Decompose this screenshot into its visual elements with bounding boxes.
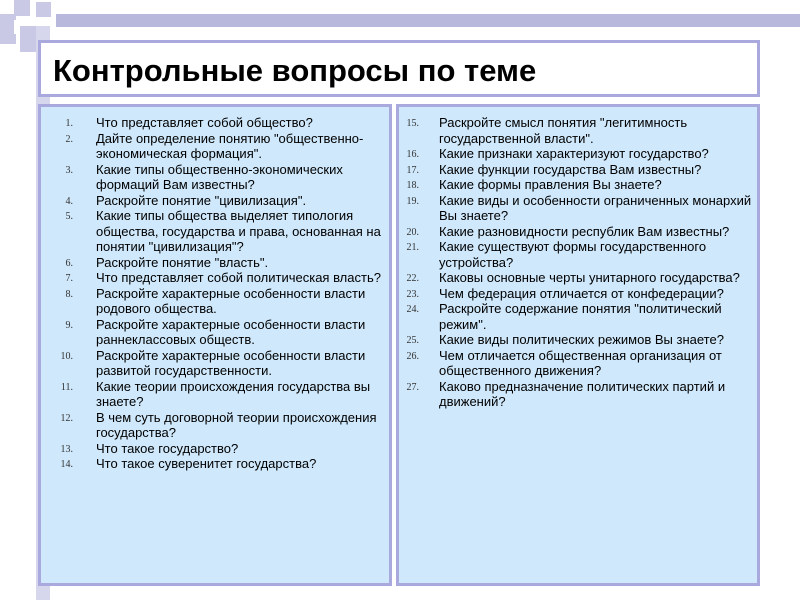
question-item: [399, 239, 757, 270]
question-number: 14.: [60, 459, 73, 470]
question-text: Какие формы правления Вы знаете?: [439, 177, 662, 192]
question-text: Каково предназначение политических партий и движений?: [439, 378, 726, 409]
question-number: 21.: [406, 242, 419, 253]
decor-square: [14, 0, 30, 16]
question-number: 3.: [65, 164, 73, 176]
question-text: Какие существуют формы государственного устройства?: [439, 239, 707, 270]
question-text: Раскройте характерные особенности власти раннеклассовых обществ.: [96, 316, 366, 347]
question-number: 20.: [406, 226, 419, 238]
questions-panel-right: [396, 104, 760, 586]
question-text: Какие функции государства Вам известны?: [439, 161, 702, 177]
question-text: Раскройте понятие "власть".: [96, 254, 269, 270]
question-item: [399, 115, 757, 146]
question-item: [399, 193, 757, 224]
question-item: [399, 301, 757, 332]
question-number: 17.: [406, 164, 419, 176]
question-text: Раскройте характерные особенности власти родового общества.: [96, 285, 366, 316]
question-item: [399, 146, 757, 162]
question-number: 11.: [60, 381, 73, 393]
question-text: Какие разновидности республик Вам известны?: [439, 223, 730, 239]
slide-title: Контрольные вопросы по теме: [53, 53, 537, 88]
question-number: 16.: [406, 149, 419, 160]
question-item: [41, 208, 389, 255]
question-text: Раскройте смысл понятия "легитимность государственной власти".: [439, 115, 688, 146]
question-number: 25.: [406, 335, 419, 346]
question-number: 13.: [60, 443, 73, 455]
question-number: 12.: [60, 412, 73, 424]
question-text: Раскройте характерные особенности власти развитой государственности.: [96, 347, 366, 378]
question-number: 5.: [65, 211, 73, 222]
question-item: [41, 348, 389, 379]
questions-list-right: [399, 115, 757, 410]
questions-list-left: [41, 115, 389, 472]
question-item: [41, 115, 389, 131]
question-item: [41, 255, 389, 271]
question-number: 7.: [65, 273, 73, 284]
decor-square: [36, 2, 51, 17]
question-number: 15.: [406, 118, 419, 129]
question-item: [399, 224, 757, 240]
question-number: 24.: [406, 304, 419, 315]
question-text: Чем федерация отличается от конфедерации?: [439, 285, 724, 301]
question-text: Каковы основные черты унитарного государства?: [439, 270, 740, 285]
question-number: 8.: [65, 288, 73, 300]
question-item: [41, 193, 389, 209]
question-item: [41, 162, 389, 193]
question-number: 2.: [65, 133, 73, 145]
question-text: Что представляет собой политическая власть?: [96, 270, 381, 285]
question-number: 26.: [406, 350, 419, 362]
question-text: В чем суть договорной теории происхождения государства?: [96, 409, 377, 440]
question-item: [399, 286, 757, 302]
question-text: Какие виды политических режимов Вы знаете?: [439, 332, 724, 347]
question-number: 4.: [65, 195, 73, 207]
question-number: 19.: [406, 195, 419, 207]
decor-top-bar: [56, 14, 800, 27]
question-number: 9.: [65, 319, 73, 331]
question-item: [399, 177, 757, 193]
question-item: [41, 441, 389, 457]
question-item: [41, 270, 389, 286]
question-item: [41, 456, 389, 472]
question-text: Дайте определение понятию "общественно-экономическая формация".: [96, 130, 364, 161]
question-text: Какие признаки характеризуют государство?: [439, 146, 709, 161]
question-number: 23.: [406, 288, 419, 300]
question-item: [399, 270, 757, 286]
question-item: [41, 379, 389, 410]
question-number: 18.: [406, 180, 419, 191]
question-item: [399, 348, 757, 379]
questions-panel-left: [38, 104, 392, 586]
question-text: Какие теории происхождения государства вы знаете?: [96, 378, 371, 409]
question-text: Раскройте понятие "цивилизация".: [96, 192, 307, 208]
question-item: [41, 131, 389, 162]
question-number: 22.: [406, 273, 419, 284]
question-number: 1.: [65, 118, 73, 129]
question-text: Какие виды и особенности ограниченных монархий Вы знаете?: [439, 192, 752, 223]
question-item: [41, 286, 389, 317]
question-item: [41, 410, 389, 441]
question-item: [399, 332, 757, 348]
question-number: 27.: [406, 381, 419, 393]
title-box: [38, 40, 760, 97]
question-text: Раскройте содержание понятия "политический режим".: [439, 301, 722, 332]
question-item: [41, 317, 389, 348]
question-text: Чем отличается общественная организация от общественного движения?: [439, 347, 722, 378]
question-text: Что такое суверенитет государства?: [96, 456, 317, 471]
question-text: Какие типы общества выделяет типология общества, государства и права, основанная на понятии "цивилизация"?: [96, 208, 381, 254]
question-text: Что представляет собой общество?: [96, 115, 313, 130]
question-item: [399, 162, 757, 178]
question-text: Какие типы общественно-экономических формаций Вам известны?: [96, 161, 343, 192]
question-item: [399, 379, 757, 410]
question-number: 10.: [60, 350, 73, 362]
question-text: Что такое государство?: [96, 440, 239, 456]
question-number: 6.: [65, 257, 73, 269]
